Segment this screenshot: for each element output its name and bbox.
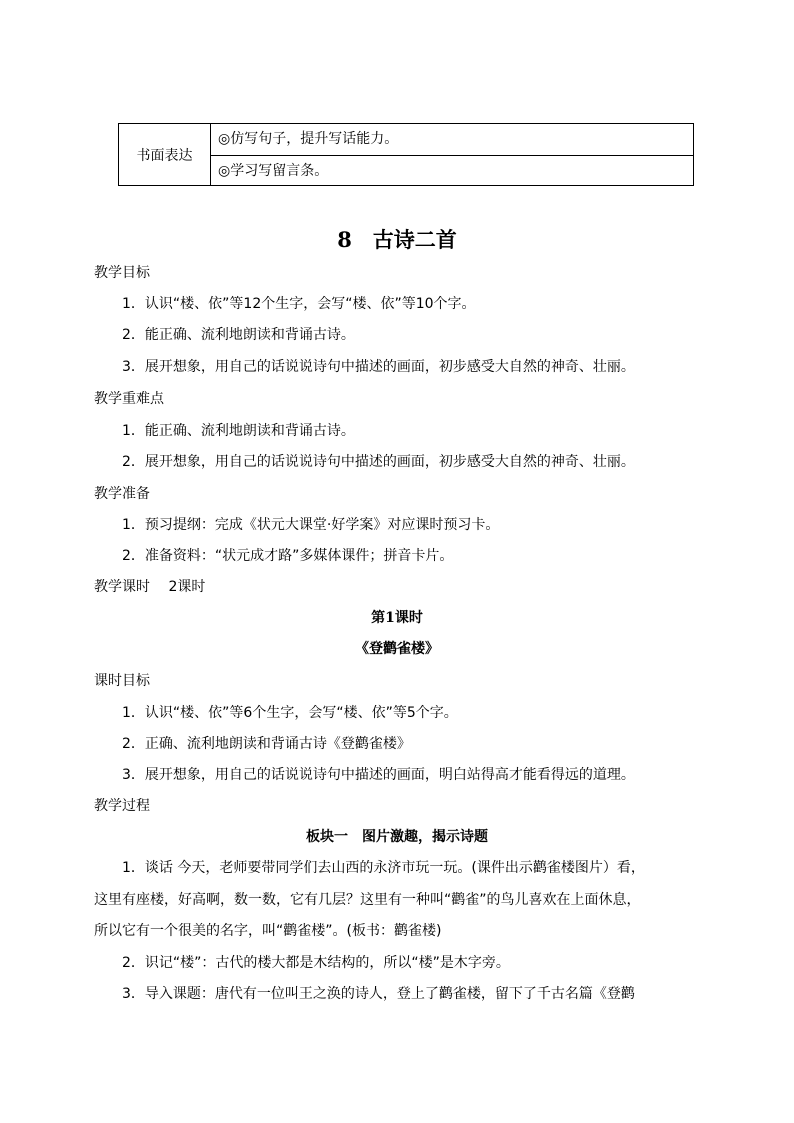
- goal-item: 2．能正确、流利地朗读和背诵古诗。: [122, 327, 355, 343]
- goal-item: 3．展开想象，用自己的话说说诗句中描述的画面，初步感受大自然的神奇、壮丽。: [122, 359, 635, 375]
- class-hours: 教学课时 2课时: [94, 579, 206, 595]
- lesson-title: 8 古诗二首: [337, 227, 457, 252]
- period-goal-item: 3．展开想象，用自己的话说说诗句中描述的画面，明白站得高才能看得远的道理。: [122, 767, 635, 783]
- table-category-cell: 书面表达: [119, 124, 211, 185]
- period-title: 第1课时: [371, 610, 423, 626]
- table-item: ◎学习写留言条。: [211, 155, 693, 186]
- paragraph-line: 1．谈话 今天，老师要带同学们去山西的永济市玩一玩。(课件出示鹳雀楼图片）看，: [122, 860, 645, 876]
- table-items: [211, 124, 693, 185]
- paragraph-line: 这里有座楼，好高啊，数一数，它有几层？这里有一种叫“鹳雀”的鸟儿喜欢在上面休息，: [94, 892, 641, 908]
- preparation-item: 1．预习提纲：完成《状元大课堂·好学案》对应课时预习卡。: [122, 517, 500, 533]
- table-item: ◎仿写句子，提升写话能力。: [218, 131, 399, 147]
- key-point-item: 1．能正确、流利地朗读和背诵古诗。: [122, 423, 355, 439]
- paragraph-line: 所以它有一个很美的名字，叫“鹳雀楼”。(板书：鹳雀楼): [94, 923, 442, 939]
- section-heading-goals: 教学目标: [94, 265, 150, 281]
- preparation-item: 2．准备资料：“状元成才路”多媒体课件；拼音卡片。: [122, 548, 454, 564]
- goal-item: 1．认识“楼、依”等12个生字，会写“楼、依”等10个字。: [122, 296, 476, 312]
- period-goal-item: 2．正确、流利地朗读和背诵古诗《登鹳雀楼》: [122, 736, 411, 752]
- block-title: 板块一 图片激趣，揭示诗题: [306, 829, 488, 845]
- paragraph-line: 3．导入课题：唐代有一位叫王之涣的诗人，登上了鹳雀楼，留下了千古名篇《登鹳: [122, 986, 635, 1002]
- section-heading-key-points: 教学重难点: [94, 391, 164, 407]
- section-heading-preparation: 教学准备: [94, 486, 150, 502]
- period-goal-item: 1．认识“楼、依”等6个生字，会写“楼、依”等5个字。: [122, 705, 458, 721]
- goal-table: [118, 123, 694, 186]
- section-heading-period-goals: 课时目标: [94, 673, 150, 689]
- poem-title: 《登鹳雀楼》: [355, 641, 439, 657]
- key-point-item: 2．展开想象，用自己的话说说诗句中描述的画面，初步感受大自然的神奇、壮丽。: [122, 454, 635, 470]
- section-heading-process: 教学过程: [94, 798, 150, 814]
- paragraph-line: 2．识记“楼”：古代的楼大都是木结构的，所以“楼”是木字旁。: [122, 955, 510, 971]
